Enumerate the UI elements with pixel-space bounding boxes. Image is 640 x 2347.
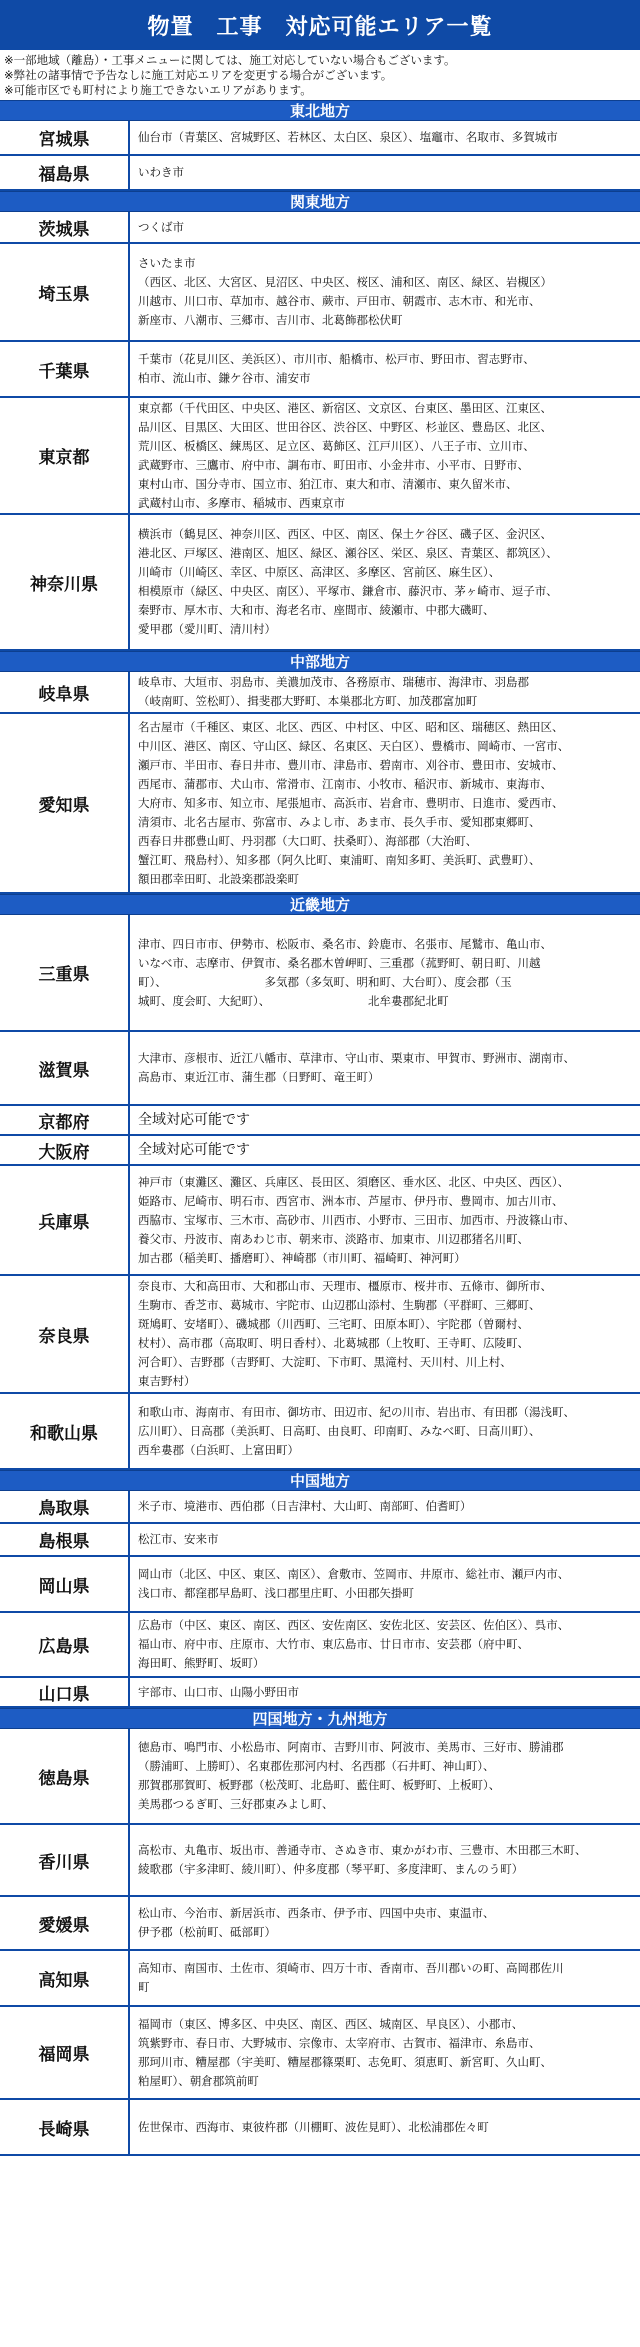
note-line: ※可能市区でも町村により施工できないエリアがあります。 [4, 83, 312, 97]
coverage-areas-text: 津市、四日市市、伊勢市、松阪市、桑名市、鈴鹿市、名張市、尾鷲市、亀山市、 いなべ市、志摩市、伊賀市、桑名郡木曽岬町、三重郡（菰野町、朝日町、川越 町）、 多気郡（多気町、明和町、大台町）、度会郡（玉 城町、度会町、大紀町）、 北牟婁郡紀北町 [138, 936, 552, 1008]
area-table [0, 100, 640, 2156]
prefecture-row [0, 212, 640, 244]
prefecture-row [0, 1897, 640, 1951]
coverage-areas [130, 1276, 640, 1392]
coverage-areas-text: 米子市、境港市、西伯郡（日吉津村、大山町、南部町、伯耆町） [138, 1499, 472, 1513]
coverage-areas [130, 672, 640, 712]
prefecture-name: 広島県 [0, 1613, 130, 1676]
prefecture-row [0, 1136, 640, 1166]
prefecture-row [0, 1557, 640, 1613]
coverage-areas [130, 1394, 640, 1468]
coverage-areas [130, 1032, 640, 1104]
coverage-areas [130, 342, 640, 396]
prefecture-row [0, 156, 640, 191]
coverage-areas-text: 名古屋市（千種区、東区、北区、西区、中村区、中区、昭和区、瑞穂区、熱田区、 中川区、港区、南区、守山区、緑区、名東区、天白区）、豊橋市、岡崎市、一宮市、 瀬戸市、半田市、春日井市、豊川市、津島市、碧南市、刈谷市、豊田市、安城市、 西尾市、蒲郡市、犬山市、常滑市、江南市、小牧市、稲沢市、新城市、東海市、 大府市、知多市、知立市、尾張旭市、高浜市、岩倉市、豊明市、日進市、愛西市、 清須市、北名古屋市、弥富市、みよし市、あま市、長久手市、愛知郡東郷町、 西春日井郡豊山町、丹羽郡（大口町、扶桑町）、海部郡（大治町、 蟹江町、飛島村）、知多郡（阿久比町、東浦町、南知多町、美浜町、武豊町）、 額田郡幸田町、北設楽郡設楽町 [138, 719, 570, 886]
coverage-areas [130, 1729, 640, 1823]
prefecture-name: 山口県 [0, 1678, 130, 1706]
prefecture-name: 島根県 [0, 1524, 130, 1555]
coverage-areas [130, 1557, 640, 1611]
coverage-areas [130, 1524, 640, 1555]
coverage-areas-text: 全域対応可能です [138, 1111, 250, 1128]
prefecture-name: 香川県 [0, 1825, 130, 1895]
prefecture-row [0, 1032, 640, 1106]
coverage-areas-text: 横浜市（鶴見区、神奈川区、西区、中区、南区、保土ケ谷区、磯子区、金沢区、 港北区、戸塚区、港南区、旭区、緑区、瀬谷区、栄区、泉区、青葉区、都筑区）、 川崎市（川崎区、幸区、中原区、高津区、多摩区、宮前区、麻生区）、 相模原市（緑区、中央区、南区）、平塚市、鎌倉市、藤沢市、茅ヶ崎市、逗子市、 秦野市、厚木市、大和市、海老名市、座間市、綾瀬市、中郡大磯町、 愛甲郡（愛川町、清川村） [138, 527, 558, 636]
prefecture-row [0, 915, 640, 1032]
coverage-areas [130, 1491, 640, 1522]
prefecture-row [0, 1276, 640, 1394]
region-header: 関東地方 [0, 191, 640, 212]
notes-block [0, 50, 640, 100]
prefecture-row [0, 1729, 640, 1825]
note-line: ※弊社の諸事情で予告なしに施工対応エリアを変更する場合がございます。 [4, 68, 393, 82]
prefecture-name: 福岡県 [0, 2007, 130, 2098]
prefecture-name: 徳島県 [0, 1729, 130, 1823]
prefecture-name: 岐阜県 [0, 672, 130, 712]
prefecture-row [0, 2100, 640, 2156]
coverage-areas [130, 2007, 640, 2098]
prefecture-name: 福島県 [0, 156, 130, 189]
coverage-areas-text: 宇部市、山口市、山陽小野田市 [138, 1684, 299, 1699]
coverage-areas [130, 398, 640, 513]
coverage-areas [130, 212, 640, 242]
prefecture-row [0, 1394, 640, 1470]
prefecture-name: 神奈川県 [0, 515, 130, 649]
prefecture-name: 埼玉県 [0, 244, 130, 340]
coverage-areas-text: 徳島市、鳴門市、小松島市、阿南市、吉野川市、阿波市、美馬市、三好市、勝浦郡 （勝浦町、上勝町）、名東郡佐那河内村、名西郡（石井町、神山町）、 那賀郡那賀町、板野郡（松茂町、北島町、藍住町、板野町、上板町）、 美馬郡つるぎ町、三好郡東みよし町、 [138, 1740, 564, 1811]
prefecture-name: 滋賀県 [0, 1032, 130, 1104]
coverage-areas-text: 仙台市（青葉区、宮城野区、若林区、太白区、泉区）、塩竈市、名取市、多賀城市 [138, 130, 558, 144]
coverage-areas [130, 1951, 640, 2005]
coverage-areas-text: 千葉市（花見川区、美浜区）、市川市、船橋市、松戸市、野田市、習志野市、 柏市、流山市、鎌ケ谷市、浦安市 [138, 352, 535, 385]
coverage-areas [130, 121, 640, 154]
coverage-areas [130, 1678, 640, 1706]
prefecture-row [0, 1106, 640, 1136]
region-header: 四国地方・九州地方 [0, 1708, 640, 1729]
prefecture-row [0, 515, 640, 651]
coverage-areas [130, 915, 640, 1030]
coverage-areas-text: 神戸市（東灘区、灘区、兵庫区、長田区、須磨区、垂水区、北区、中央区、西区）、 姫路市、尼崎市、明石市、西宮市、洲本市、芦屋市、伊丹市、豊岡市、加古川市、 西脇市、宝塚市、三木市、高砂市、川西市、小野市、三田市、加西市、丹波篠山市、 養父市、丹波市、南あわじ市、朝来市、淡路市、加東市、川辺郡猪名川町、 加古郡（稲美町、播磨町）、神崎郡（市川町、福崎町、神河町） [138, 1174, 575, 1265]
prefecture-row [0, 342, 640, 398]
prefecture-row [0, 244, 640, 342]
coverage-areas [130, 244, 640, 340]
prefecture-name: 愛媛県 [0, 1897, 130, 1949]
coverage-areas [130, 156, 640, 189]
prefecture-name: 三重県 [0, 915, 130, 1030]
coverage-areas [130, 1166, 640, 1274]
coverage-areas-text: 松山市、今治市、新居浜市、西条市、伊予市、四国中央市、東温市、 伊予郡（松前町、砥部町） [138, 1906, 495, 1939]
coverage-areas [130, 1613, 640, 1676]
coverage-areas-text: さいたま市 （西区、北区、大宮区、見沼区、中央区、桜区、浦和区、南区、緑区、岩槻区） 川越市、川口市、草加市、越谷市、蕨市、戸田市、朝霞市、志木市、和光市、 新座市、八潮市、三郷市、吉川市、北葛飾郡松伏町 [138, 256, 552, 327]
region-header: 近畿地方 [0, 894, 640, 915]
coverage-areas-text: 東京都（千代田区、中央区、港区、新宿区、文京区、台東区、墨田区、江東区、 品川区、目黒区、大田区、世田谷区、渋谷区、中野区、杉並区、豊島区、北区、 荒川区、板橋区、練馬区、足立区、葛飾区、江戸川区）、八王子市、立川市、 武蔵野市、三鷹市、府中市、調布市、町田市、小金井市、小平市、日野市、 東村山市、国分寺市、国立市、狛江市、東大和市、清瀬市、東久留米市、 武蔵村山市、多摩市、稲城市、西東京市 [138, 400, 552, 510]
prefecture-row [0, 398, 640, 515]
region-header: 中国地方 [0, 1470, 640, 1491]
coverage-areas [130, 2100, 640, 2154]
coverage-areas [130, 1106, 640, 1134]
prefecture-name: 東京都 [0, 398, 130, 513]
prefecture-row [0, 1678, 640, 1708]
prefecture-name: 鳥取県 [0, 1491, 130, 1522]
prefecture-name: 長崎県 [0, 2100, 130, 2154]
coverage-areas-text: 奈良市、大和高田市、大和郡山市、天理市、橿原市、桜井市、五條市、御所市、 生駒市、香芝市、葛城市、宇陀市、山辺郡山添村、生駒郡（平群町、三郷町、 斑鳩町、安堵町）、磯城郡（川西町、三宅町、田原本町）、宇陀郡（曽爾村、 杖村）、高市郡（高取町、明日香村）、北葛城郡（上牧町、王寺町、広陵町、 河合町）、吉野郡（吉野町、大淀町、下市町、黒滝村、天川村、川上村、 東吉野村） [138, 1279, 552, 1388]
region-header: 中部地方 [0, 651, 640, 672]
coverage-areas [130, 515, 640, 649]
coverage-areas-text: 佐世保市、西海市、東彼杵郡（川棚町、波佐見町）、北松浦郡佐々町 [138, 2119, 489, 2134]
prefecture-row [0, 714, 640, 894]
prefecture-name: 千葉県 [0, 342, 130, 396]
prefecture-row [0, 1613, 640, 1678]
coverage-areas-text: 岡山市（北区、中区、東区、南区）、倉敷市、笠岡市、井原市、総社市、瀬戸内市、 浅口市、都窪郡早島町、浅口郡里庄町、小田郡矢掛町 [138, 1567, 570, 1600]
coverage-areas [130, 1897, 640, 1949]
prefecture-row [0, 1166, 640, 1276]
region-header: 東北地方 [0, 100, 640, 121]
prefecture-row [0, 2007, 640, 2100]
prefecture-row [0, 1825, 640, 1897]
coverage-areas-text: いわき市 [138, 165, 184, 179]
note-line: ※一部地域（離島）・工事メニューに関しては、施工対応していない場合もございます。 [4, 53, 456, 67]
prefecture-name: 愛知県 [0, 714, 130, 892]
prefecture-name: 茨城県 [0, 212, 130, 242]
prefecture-name: 大阪府 [0, 1136, 130, 1164]
coverage-areas-text: 松江市、安来市 [138, 1532, 219, 1546]
coverage-areas-text: 大津市、彦根市、近江八幡市、草津市、守山市、栗東市、甲賀市、野洲市、湖南市、 高島市、東近江市、蒲生郡（日野町、竜王町） [138, 1051, 575, 1084]
prefecture-row [0, 121, 640, 156]
coverage-areas-text: 岐阜市、大垣市、羽島市、美濃加茂市、各務原市、瑞穂市、海津市、羽島郡 （岐南町、笠松町）、揖斐郡大野町、本巣郡北方町、加茂郡富加町 [138, 675, 529, 708]
coverage-areas [130, 1825, 640, 1895]
prefecture-row [0, 1951, 640, 2007]
page-title: 物置 工事 対応可能エリア一覧 [0, 0, 640, 50]
coverage-areas-text: 高知市、南国市、土佐市、須崎市、四万十市、香南市、吾川郡いの町、高岡郡佐川 町 [138, 1961, 564, 1994]
prefecture-row [0, 672, 640, 714]
prefecture-name: 宮城県 [0, 121, 130, 154]
prefecture-row [0, 1491, 640, 1524]
prefecture-name: 岡山県 [0, 1557, 130, 1611]
prefecture-name: 京都府 [0, 1106, 130, 1134]
prefecture-row [0, 1524, 640, 1557]
prefecture-name: 和歌山県 [0, 1394, 130, 1468]
coverage-areas [130, 714, 640, 892]
coverage-areas-text: 福岡市（東区、博多区、中央区、南区、西区、城南区、早良区）、小郡市、 筑紫野市、春日市、大野城市、宗像市、太宰府市、古賀市、福津市、糸島市、 那珂川市、糟屋郡（宇美町、糟屋郡篠栗町、志免町、須恵町、新宮町、久山町、 粕屋町）、朝倉郡筑前町 [138, 2016, 552, 2088]
coverage-areas-text: 広島市（中区、東区、南区、西区、安佐南区、安佐北区、安芸区、佐伯区）、呉市、 福山市、府中市、庄原市、大竹市、東広島市、廿日市市、安芸郡（府中町、 海田町、熊野町、坂町） [138, 1618, 570, 1670]
coverage-areas-text: つくば市 [138, 219, 184, 234]
prefecture-name: 奈良県 [0, 1276, 130, 1392]
coverage-areas-text: 全域対応可能です [138, 1141, 250, 1158]
coverage-areas-text: 和歌山市、海南市、有田市、御坊市、田辺市、紀の川市、岩出市、有田郡（湯浅町、 広川町）、日高郡（美浜町、日高町、由良町、印南町、みなべ町、日高川町）、 西牟婁郡（白浜町、上富田町） [138, 1404, 575, 1457]
prefecture-name: 兵庫県 [0, 1166, 130, 1274]
coverage-areas [130, 1136, 640, 1164]
prefecture-name: 高知県 [0, 1951, 130, 2005]
coverage-areas-text: 高松市、丸亀市、坂出市、善通寺市、さぬき市、東かがわ市、三豊市、木田郡三木町、 綾歌郡（宇多津町、綾川町）、仲多度郡（琴平町、多度津町、まんのう町） [138, 1843, 587, 1876]
